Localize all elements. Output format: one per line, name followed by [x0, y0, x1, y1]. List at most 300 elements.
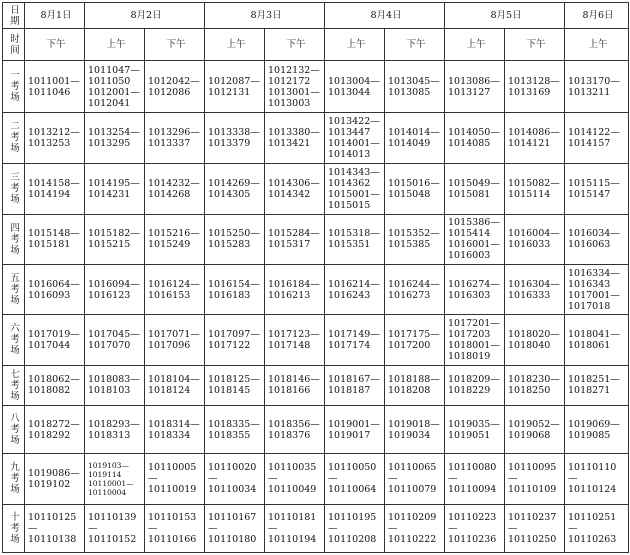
candidate-range-cell: [205, 61, 265, 112]
candidate-range-cell: [265, 405, 325, 453]
candidate-range-line: 1013253: [28, 137, 71, 149]
candidate-range-line: —: [208, 522, 218, 534]
date-header: 8月3日: [205, 3, 325, 29]
candidate-range-line: 1016093: [28, 289, 71, 301]
room-label: 十 考 场: [3, 504, 25, 552]
candidate-range-line: —: [148, 473, 158, 485]
candidate-range-line: 1018082: [28, 385, 71, 397]
candidate-range-line: 1018188—: [388, 374, 440, 386]
candidate-range-line: 1017122: [208, 339, 251, 351]
candidate-range-line: 1013085: [388, 86, 431, 98]
candidate-range-line: 1016243: [328, 289, 371, 301]
candidate-range-line: 1019086—: [28, 467, 80, 479]
candidate-range-cell: [445, 61, 505, 112]
candidate-range-line: 1016214—: [328, 278, 380, 290]
session-header: 下午: [265, 29, 325, 61]
candidate-range-line: 1011001—: [28, 75, 80, 87]
candidate-range-cell: [505, 112, 565, 163]
candidate-range-line: 1019102: [28, 478, 71, 490]
candidate-range-line: 10110049: [268, 484, 317, 496]
candidate-range-line: 1018251—: [568, 374, 620, 386]
candidate-range-line: 1015182—: [88, 228, 140, 240]
candidate-range-cell: [385, 61, 445, 112]
room-rows: [3, 61, 629, 553]
candidate-range-line: 1012001—: [88, 86, 140, 98]
candidate-range-line: 1012132—: [268, 64, 320, 76]
candidate-range-line: 10110195: [328, 511, 377, 523]
candidate-range-line: 1017044: [28, 339, 71, 351]
room-label: 七 考 场: [3, 365, 25, 405]
candidate-range-line: 1016033: [508, 239, 551, 251]
candidate-range-cell: [445, 504, 505, 552]
candidate-range-line: 1014122—: [568, 126, 620, 138]
room-row: [3, 454, 629, 504]
candidate-range-line: 1015352—: [388, 228, 440, 240]
candidate-range-line: 1013128—: [508, 75, 560, 87]
room-label: 一 考 场: [3, 61, 25, 112]
candidate-range-cell: [445, 264, 505, 314]
candidate-range-line: 1016303: [448, 289, 491, 301]
candidate-range-line: 1012172: [268, 75, 311, 87]
candidate-range-line: 1014269—: [208, 177, 260, 189]
candidate-range-line: 1015081: [448, 188, 491, 200]
candidate-range-line: 1014049: [388, 137, 431, 149]
candidate-range-cell: [265, 164, 325, 214]
candidate-range-line: 1019051: [448, 429, 491, 441]
candidate-range-line: 1015048: [388, 188, 431, 200]
candidate-range-cell: [565, 164, 629, 214]
candidate-range-line: 1015216—: [148, 228, 200, 240]
candidate-range-line: —: [268, 522, 278, 534]
candidate-range-cell: [505, 504, 565, 552]
candidate-range-line: —: [28, 522, 38, 534]
candidate-range-line: 10110152: [88, 533, 137, 545]
candidate-range-line: 1017018: [568, 300, 611, 312]
candidate-range-line: 1013379: [208, 137, 251, 149]
candidate-range-line: —: [508, 473, 518, 485]
candidate-range-cell: [205, 164, 265, 214]
candidate-range-cell: [145, 112, 205, 163]
candidate-range-cell: [565, 264, 629, 314]
candidate-range-line: —: [448, 522, 458, 534]
session-header: 下午: [25, 29, 85, 61]
candidate-range-cell: [265, 365, 325, 405]
candidate-range-cell: [85, 504, 145, 552]
candidate-range-line: 1015082—: [508, 177, 560, 189]
candidate-range-line: 1012087—: [208, 75, 260, 87]
candidate-range-line: 1018313: [88, 429, 131, 441]
candidate-range-line: 1019018—: [388, 418, 440, 430]
candidate-range-line: 10110153: [148, 511, 197, 523]
corner-time-label: 时 间: [3, 29, 25, 61]
room-label: 四 考 场: [3, 214, 25, 264]
candidate-range-line: 1014001—: [328, 137, 380, 149]
candidate-range-cell: [505, 315, 565, 365]
candidate-range-cell: [25, 264, 85, 314]
date-header: 8月2日: [85, 3, 205, 29]
candidate-range-line: 1017097—: [208, 328, 260, 340]
candidate-range-line: 1014158—: [28, 177, 80, 189]
room-row: [3, 315, 629, 365]
candidate-range-line: 1014050—: [448, 126, 500, 138]
candidate-range-cell: [505, 61, 565, 112]
candidate-range-line: 1019068: [508, 429, 551, 441]
candidate-range-cell: [385, 454, 445, 504]
candidate-range-line: 10110035: [268, 462, 317, 474]
candidate-range-cell: [145, 504, 205, 552]
candidate-range-cell: [145, 264, 205, 314]
candidate-range-cell: [25, 405, 85, 453]
candidate-range-cell: [145, 61, 205, 112]
candidate-range-line: 1013044: [328, 86, 371, 98]
candidate-range-line: 1013447: [328, 126, 371, 138]
candidate-range-line: 10110109: [508, 484, 557, 496]
candidate-range-line: —: [508, 522, 518, 534]
exam-schedule-table: [2, 2, 629, 553]
candidate-range-line: 1018146—: [268, 374, 320, 386]
candidate-range-cell: [85, 315, 145, 365]
candidate-range-line: 10110208: [328, 533, 377, 545]
candidate-range-line: 1015351: [328, 239, 371, 251]
candidate-range-cell: [325, 504, 385, 552]
candidate-range-line: 1018355: [208, 429, 251, 441]
candidate-range-line: 1014362: [328, 177, 371, 189]
candidate-range-line: —: [388, 522, 398, 534]
candidate-range-cell: [25, 164, 85, 214]
candidate-range-line: 10110167: [208, 511, 257, 523]
candidate-range-line: 1016003: [448, 250, 491, 262]
candidate-range-line: 10110180: [208, 533, 257, 545]
candidate-range-cell: [325, 112, 385, 163]
candidate-range-line: 1013127: [448, 86, 491, 98]
room-label: 八 考 场: [3, 405, 25, 453]
candidate-range-line: 10110034: [208, 484, 257, 496]
candidate-range-line: 1013004—: [328, 75, 380, 87]
candidate-range-cell: [385, 405, 445, 453]
candidate-range-line: 10110019: [148, 484, 197, 496]
room-label: 六 考 场: [3, 315, 25, 365]
candidate-range-cell: [385, 264, 445, 314]
candidate-range-line: 1017148: [268, 339, 311, 351]
candidate-range-line: 10110094: [448, 484, 497, 496]
candidate-range-line: 10110181: [268, 511, 317, 523]
candidate-range-line: 1015114: [508, 188, 551, 200]
candidate-range-line: 1012086: [148, 86, 191, 98]
candidate-range-cell: [505, 214, 565, 264]
candidate-range-line: 1016094—: [88, 278, 140, 290]
candidate-range-line: 1019017: [328, 429, 371, 441]
candidate-range-line: 1018272—: [28, 418, 80, 430]
candidate-range-line: 1017203: [448, 328, 491, 340]
room-label: 五 考 场: [3, 264, 25, 314]
candidate-range-line: 1016333: [508, 289, 551, 301]
candidate-range-line: 1018167—: [328, 374, 380, 386]
candidate-range-cell: [265, 61, 325, 112]
session-header-row: [3, 29, 629, 61]
candidate-range-line: 10110124: [568, 484, 617, 496]
candidate-range-cell: [85, 61, 145, 112]
room-row: [3, 214, 629, 264]
candidate-range-cell: [325, 365, 385, 405]
candidate-range-line: 1018145: [208, 385, 251, 397]
session-header: 下午: [145, 29, 205, 61]
date-header: 8月6日: [565, 3, 629, 29]
candidate-range-line: 1018356—: [268, 418, 320, 430]
candidate-range-cell: [385, 315, 445, 365]
candidate-range-line: 1011050: [88, 75, 131, 87]
candidate-range-cell: [205, 214, 265, 264]
candidate-range-line: 1015016—: [388, 177, 440, 189]
candidate-range-line: 1018230—: [508, 374, 560, 386]
session-header: 上午: [205, 29, 265, 61]
candidate-range-cell: [385, 112, 445, 163]
candidate-range-cell: [445, 112, 505, 163]
candidate-range-cell: [565, 315, 629, 365]
candidate-range-line: 1015115—: [568, 177, 620, 189]
candidate-range-line: 1017001—: [568, 289, 620, 301]
candidate-range-line: —: [328, 522, 338, 534]
session-header: 下午: [385, 29, 445, 61]
candidate-range-line: 10110050: [328, 462, 377, 474]
candidate-range-cell: [25, 112, 85, 163]
candidate-range-line: 1018314—: [148, 418, 200, 430]
candidate-range-cell: [565, 61, 629, 112]
candidate-range-line: 1012041: [88, 97, 131, 109]
candidate-range-line: 1013422—: [328, 115, 380, 127]
candidate-range-line: 1016304—: [508, 278, 560, 290]
candidate-range-line: 1016064—: [28, 278, 80, 290]
candidate-range-line: 1019069—: [568, 418, 620, 430]
candidate-range-line: 1017070: [88, 339, 131, 351]
candidate-range-line: 1013380—: [268, 126, 320, 138]
candidate-range-cell: [85, 405, 145, 453]
candidate-range-cell: [565, 504, 629, 552]
candidate-range-cell: [145, 214, 205, 264]
candidate-range-line: 1018041—: [568, 328, 620, 340]
candidate-range-line: 1013086—: [448, 75, 500, 87]
candidate-range-line: 10110222: [388, 533, 437, 545]
candidate-range-line: 1013254—: [88, 126, 140, 138]
room-row: [3, 61, 629, 112]
candidate-range-cell: [445, 315, 505, 365]
candidate-range-cell: [85, 164, 145, 214]
candidate-range-cell: [565, 214, 629, 264]
candidate-range-line: 1016273: [388, 289, 431, 301]
candidate-range-line: 1012042—: [148, 75, 200, 87]
candidate-range-cell: [325, 405, 385, 453]
candidate-range-line: 1014157: [568, 137, 611, 149]
candidate-range-line: 1014231: [88, 188, 131, 200]
candidate-range-cell: [445, 214, 505, 264]
candidate-range-line: 1018271: [568, 385, 611, 397]
candidate-range-line: —: [268, 473, 278, 485]
candidate-range-cell: [265, 214, 325, 264]
candidate-range-line: —: [148, 522, 158, 534]
candidate-range-cell: [145, 164, 205, 214]
candidate-range-cell: [25, 454, 85, 504]
candidate-range-line: 1019034: [388, 429, 431, 441]
candidate-range-line: 1017071—: [148, 328, 200, 340]
candidate-range-line: 10110079: [388, 484, 437, 496]
candidate-range-cell: [25, 214, 85, 264]
candidate-range-line: 1014268: [148, 188, 191, 200]
candidate-range-line: 1018083—: [88, 374, 140, 386]
session-header: 上午: [445, 29, 505, 61]
candidate-range-line: 1017045—: [88, 328, 140, 340]
candidate-range-line: 1018019: [448, 350, 491, 362]
candidate-range-line: 10110004: [88, 487, 127, 497]
candidate-range-line: 1018020—: [508, 328, 560, 340]
candidate-range-cell: [85, 214, 145, 264]
candidate-range-cell: [565, 112, 629, 163]
candidate-range-line: 1018293—: [88, 418, 140, 430]
candidate-range-line: 1013421: [268, 137, 311, 149]
candidate-range-line: 10110236: [448, 533, 497, 545]
candidate-range-cell: [385, 365, 445, 405]
candidate-range-cell: [205, 454, 265, 504]
candidate-range-cell: [205, 405, 265, 453]
candidate-range-line: 1018001—: [448, 339, 500, 351]
candidate-range-line: 1015250—: [208, 228, 260, 240]
candidate-range-line: 1018335—: [208, 418, 260, 430]
candidate-range-line: 1016153: [148, 289, 191, 301]
candidate-range-line: 1018103: [88, 385, 131, 397]
candidate-range-line: 1013001—: [268, 86, 320, 98]
candidate-range-line: 1013170—: [568, 75, 620, 87]
candidate-range-line: 1018124: [148, 385, 191, 397]
candidate-range-line: 1018166: [268, 385, 311, 397]
room-row: [3, 164, 629, 214]
candidate-range-line: 10110237: [508, 511, 557, 523]
room-label: 二 考 场: [3, 112, 25, 163]
candidate-range-line: 10110139: [88, 511, 137, 523]
candidate-range-line: 1016343: [568, 278, 611, 290]
schedule-wrapper: [2, 2, 628, 553]
candidate-range-line: 1016184—: [268, 278, 320, 290]
candidate-range-line: 1013045—: [388, 75, 440, 87]
candidate-range-cell: [85, 112, 145, 163]
candidate-range-cell: [445, 164, 505, 214]
candidate-range-cell: [445, 454, 505, 504]
candidate-range-cell: [205, 112, 265, 163]
candidate-range-line: 1013338—: [208, 126, 260, 138]
candidate-range-line: 1017174: [328, 339, 371, 351]
candidate-range-line: 1014086—: [508, 126, 560, 138]
candidate-range-line: 1015414: [448, 228, 491, 240]
candidate-range-line: 1018229: [448, 385, 491, 397]
candidate-range-line: 1017123—: [268, 328, 320, 340]
candidate-range-line: —: [88, 522, 98, 534]
candidate-range-line: 1016001—: [448, 239, 500, 251]
candidate-range-line: 10110166: [148, 533, 197, 545]
candidate-range-line: 1016123: [88, 289, 131, 301]
candidate-range-line: 1017149—: [328, 328, 380, 340]
candidate-range-line: 1014232—: [148, 177, 200, 189]
candidate-range-line: 1018062—: [28, 374, 80, 386]
candidate-range-line: —: [388, 473, 398, 485]
candidate-range-line: 1016004—: [508, 228, 560, 240]
candidate-range-cell: [25, 61, 85, 112]
room-row: [3, 112, 629, 163]
candidate-range-line: 10110223: [448, 511, 497, 523]
candidate-range-line: 1018292: [28, 429, 71, 441]
candidate-range-line: 1014013: [328, 148, 371, 160]
candidate-range-line: 10110001—: [88, 478, 134, 488]
candidate-range-line: 1018061: [568, 339, 611, 351]
candidate-range-line: 1015386—: [448, 217, 500, 229]
candidate-range-cell: [205, 365, 265, 405]
candidate-range-cell: [325, 214, 385, 264]
candidate-range-line: 1014195—: [88, 177, 140, 189]
candidate-range-cell: [145, 365, 205, 405]
candidate-range-line: 1013169: [508, 86, 551, 98]
corner-date-label: 日 期: [3, 3, 25, 29]
candidate-range-cell: [385, 504, 445, 552]
room-row: [3, 264, 629, 314]
candidate-range-line: 1017200: [388, 339, 431, 351]
candidate-range-cell: [565, 365, 629, 405]
candidate-range-line: 1016154—: [208, 278, 260, 290]
candidate-range-line: 1015317: [268, 239, 311, 251]
candidate-range-cell: [505, 454, 565, 504]
candidate-range-line: 1015318—: [328, 228, 380, 240]
candidate-range-line: 10110005: [148, 462, 197, 474]
candidate-range-line: 1015249: [148, 239, 191, 251]
candidate-range-line: 1016213: [268, 289, 311, 301]
candidate-range-line: 10110065: [388, 462, 437, 474]
candidate-range-line: 1018104—: [148, 374, 200, 386]
candidate-range-line: 1015181: [28, 239, 71, 251]
candidate-range-line: 10110251: [568, 511, 617, 523]
candidate-range-line: 1015215: [88, 239, 131, 251]
candidate-range-line: 10110080: [448, 462, 497, 474]
candidate-range-line: —: [328, 473, 338, 485]
candidate-range-line: 1018250: [508, 385, 551, 397]
room-row: [3, 405, 629, 453]
candidate-range-line: 10110263: [568, 533, 617, 545]
session-header: 下午: [505, 29, 565, 61]
candidate-range-line: 1016124—: [148, 278, 200, 290]
date-header: 8月4日: [325, 3, 445, 29]
candidate-range-line: —: [568, 522, 578, 534]
candidate-range-line: 1014305: [208, 188, 251, 200]
candidate-range-line: 1017201—: [448, 317, 500, 329]
candidate-range-line: 1012131: [208, 86, 251, 98]
candidate-range-line: 1018125—: [208, 374, 260, 386]
candidate-range-line: 1013212—: [28, 126, 80, 138]
candidate-range-line: 1017175—: [388, 328, 440, 340]
candidate-range-line: 10110020: [208, 462, 257, 474]
candidate-range-cell: [265, 504, 325, 552]
candidate-range-cell: [325, 61, 385, 112]
room-row: [3, 504, 629, 552]
candidate-range-line: 1016274—: [448, 278, 500, 290]
candidate-range-cell: [85, 454, 145, 504]
candidate-range-line: 1015283: [208, 239, 251, 251]
candidate-range-line: 1014085: [448, 137, 491, 149]
candidate-range-cell: [25, 315, 85, 365]
session-header: 上午: [85, 29, 145, 61]
candidate-range-line: 1014306—: [268, 177, 320, 189]
candidate-range-cell: [145, 405, 205, 453]
candidate-range-line: 1011046: [28, 86, 71, 98]
room-label: 三 考 场: [3, 164, 25, 214]
candidate-range-line: 1018187: [328, 385, 371, 397]
candidate-range-cell: [325, 454, 385, 504]
candidate-range-cell: [265, 112, 325, 163]
candidate-range-line: —: [448, 473, 458, 485]
candidate-range-line: —: [208, 473, 218, 485]
